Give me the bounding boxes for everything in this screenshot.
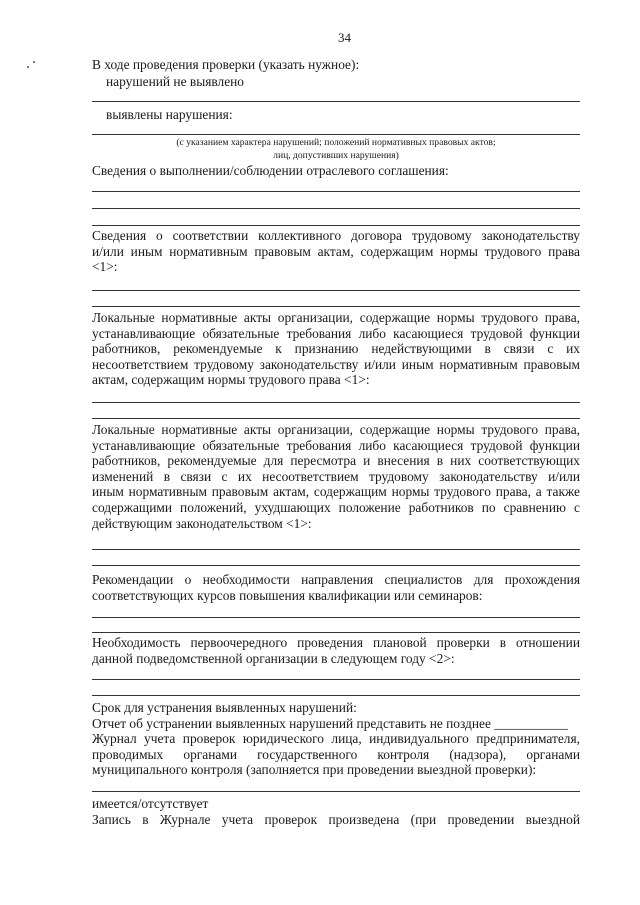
violations-note-line: лиц, допустивших нарушения) (273, 150, 399, 161)
fill-line (92, 225, 580, 226)
fill-line (92, 695, 580, 696)
fill-line (92, 418, 580, 419)
paragraph-line: <1>: (92, 259, 118, 275)
fill-line (92, 549, 580, 550)
paragraph-line: Локальные нормативные акты организации, содержащие нормы трудового права, (92, 422, 580, 437)
collective-agreement-paragraph (92, 228, 580, 275)
industry-agreement-heading: Сведения о выполнении/соблюдении отраслевого соглашения: (92, 163, 449, 178)
paragraph-line: работников, рекомендуемые для пересмотра и внесения в них соответствующих (92, 453, 580, 469)
deadline-line: Срок для устранения выявленных нарушений: (92, 700, 357, 715)
fill-line (92, 791, 580, 792)
fill-line (92, 208, 580, 209)
fill-line (92, 101, 580, 102)
paragraph-line: Сведения о соответствии коллективного договора трудовому законодательству (92, 228, 580, 243)
fill-line (92, 306, 580, 307)
paragraph-line: несоответствием трудовому законодательству и/или иным нормативным правовым (92, 356, 580, 372)
paragraph-line: и/или иным нормативным правовым актам, содержащим нормы трудового права (92, 243, 580, 259)
page-number: 34 (338, 30, 351, 45)
journal-paragraph (92, 731, 580, 778)
paragraph-line: муниципального контроля (заполняется при проведении выездной проверки): (92, 762, 537, 778)
paragraph-line: работников, рекомендуемые к признанию недействующими в связи с их (92, 341, 580, 357)
violations-note-line: (с указанием характера нарушений; положений нормативных правовых актов; (176, 137, 496, 148)
journal-presence: имеется/отсутствует (92, 796, 209, 811)
scan-mark (27, 66, 29, 68)
training-paragraph (92, 572, 580, 603)
fill-line (92, 290, 580, 291)
fill-line (92, 134, 580, 135)
paragraph-line: содержащими положений, ухудшающих положение работников по сравнению с (92, 499, 580, 515)
paragraph-line: иным нормативным правовым актам, содержащим нормы трудового права, а также (92, 484, 580, 500)
scan-mark (33, 61, 35, 63)
fill-line (92, 191, 580, 192)
paragraph-line: изменений в связи с их несоответствием трудовому законодательству и/или (92, 468, 580, 484)
fill-line (92, 617, 580, 618)
paragraph-line: устанавливающие обязательные требования либо касающиеся трудовой функции (92, 437, 580, 453)
revision-acts-paragraph (92, 422, 580, 531)
fill-line (92, 632, 580, 633)
report-deadline-line: Отчет об устранении выявленных нарушений представить не позднее ___________ (92, 716, 568, 731)
paragraph-line: устанавливающие обязательные требования либо касающиеся трудовой функции (92, 325, 580, 341)
invalid-acts-paragraph (92, 310, 580, 388)
paragraph-line: Запись в Журнале учета проверок произведена (при проведении выездной (92, 812, 580, 827)
no-violations-option: нарушений не выявлено (106, 74, 244, 89)
paragraph-line: Локальные нормативные акты организации, содержащие нормы трудового права, (92, 310, 580, 325)
fill-line (92, 679, 580, 680)
paragraph-line: Журнал учета проверок юридического лица, индивидуального предпринимателя, (92, 731, 580, 746)
fill-line (92, 402, 580, 403)
fill-line (92, 565, 580, 566)
paragraph-line: Необходимость первоочередного проведения плановой проверки в отношении (92, 635, 580, 650)
paragraph-line: Рекомендации о необходимости направления специалистов для прохождения (92, 572, 580, 587)
violations-found-option: выявлены нарушения: (106, 107, 233, 122)
check-result-heading: В ходе проведения проверки (указать нужное): (92, 57, 360, 72)
paragraph-line: действующим законодательством <1>: (92, 515, 312, 531)
paragraph-line: проводимых органами государственного контроля (надзора), органами (92, 746, 580, 762)
paragraph-line: данной подведомственной организации в следующем году <2>: (92, 650, 455, 666)
paragraph-line: актам, содержащим нормы трудового права <1>: (92, 372, 370, 388)
journal-entry-paragraph (92, 812, 580, 828)
paragraph-line: соответствующих курсов повышения квалификации или семинаров: (92, 587, 483, 603)
next-year-paragraph (92, 635, 580, 666)
